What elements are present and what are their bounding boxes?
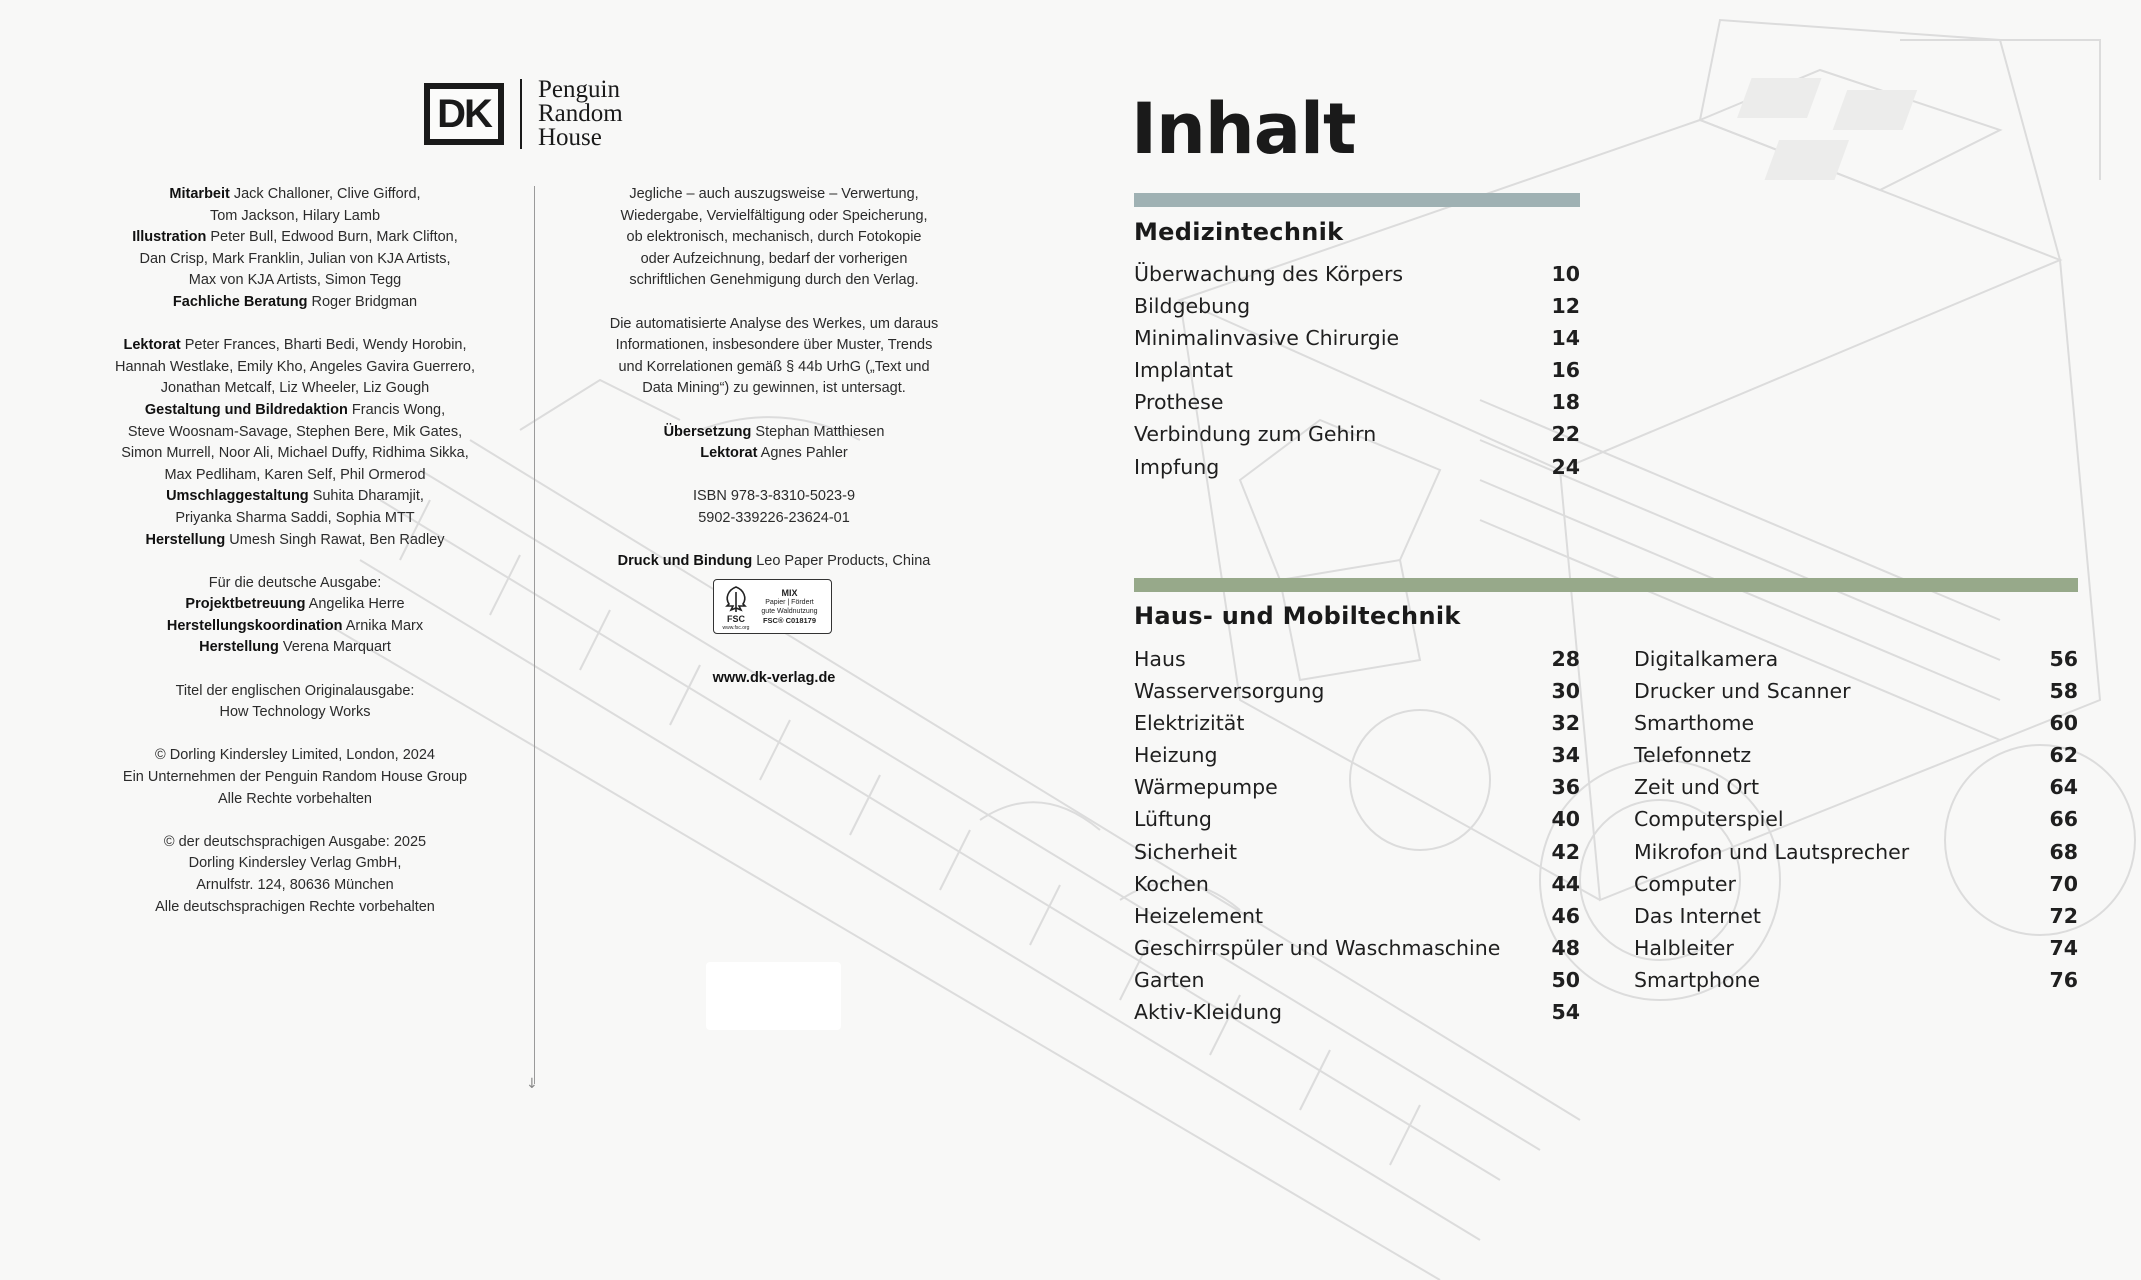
toc-entry-label: Lüftung (1134, 807, 1212, 832)
imprint-line (580, 314, 968, 336)
imprint-text: Für die deutsche Ausgabe: (208, 574, 382, 591)
dk-penguin-logo (424, 78, 623, 150)
toc-entry[interactable] (1634, 679, 2078, 711)
toc-entry-label: Computerspiel (1634, 807, 1784, 832)
imprint-line (100, 789, 490, 811)
toc-entry-label: Haus (1134, 647, 1186, 671)
imprint-text: schriftlichen Genehmigung durch den Verlag. (629, 272, 919, 289)
section-title-medizintechnik: Medizintechnik (1134, 218, 1344, 246)
imprint-role-label: Gestaltung und Bildredaktion (144, 401, 348, 418)
imprint-line (100, 508, 490, 530)
imprint-role-label: Herstellung (199, 639, 279, 656)
toc-entry-label: Implantat (1134, 358, 1233, 383)
toc-page-number: 18 (1551, 390, 1580, 415)
toc-entry[interactable] (1634, 872, 2078, 904)
spacer (580, 292, 968, 314)
toc-entry[interactable] (1634, 840, 2078, 872)
imprint-line (580, 270, 968, 292)
imprint-text: Jack Challoner, Clive Gifford, (229, 186, 421, 202)
toc-entry-label: Elektrizität (1134, 711, 1245, 736)
blank-label-area (706, 962, 841, 1030)
imprint-line (100, 530, 490, 552)
toc-page-number: 12 (1551, 294, 1580, 319)
toc-entry[interactable] (1134, 647, 1580, 679)
toc-page-number: 48 (1551, 935, 1580, 960)
imprint-line (580, 551, 968, 573)
spacer (580, 465, 968, 487)
toc-entry[interactable] (1134, 904, 1580, 936)
imprint-line (100, 357, 490, 379)
imprint-text: Hannah Westlake, Emily Kho, Angeles Gavira Guerrero, (115, 358, 475, 375)
website-text (580, 668, 968, 690)
toc-entry[interactable] (1134, 872, 1580, 904)
spacer (100, 810, 490, 832)
imprint-text: Peter Frances, Bharti Bedi, Wendy Horobin, (180, 337, 467, 354)
imprint-role-label: Lektorat (700, 445, 758, 462)
imprint-line (580, 357, 968, 379)
imprint-line (100, 270, 490, 292)
toc-page-number: 44 (1551, 871, 1580, 896)
imprint-text: Dan Crisp, Mark Franklin, Julian von KJA Artists, (139, 250, 451, 267)
spacer (100, 659, 490, 681)
toc-entry[interactable] (1634, 775, 2078, 807)
imprint-line (100, 702, 490, 724)
imprint-line (100, 422, 490, 444)
imprint-text: Ein Unternehmen der Penguin Random House Group (122, 769, 468, 786)
toc-entry[interactable] (1134, 1000, 1580, 1032)
toc-page-number: 64 (2049, 775, 2078, 800)
toc-list-haus-col2 (1634, 647, 2078, 1000)
imprint-text: Max Pedliham, Karen Self, Phil Ormerod (164, 466, 426, 483)
imprint-line (100, 616, 490, 638)
spacer (100, 314, 490, 336)
imprint-line (100, 853, 490, 875)
toc-entry[interactable] (1134, 775, 1580, 807)
fsc-line1: Papier | Fördert (765, 598, 814, 606)
toc-entry[interactable] (1634, 743, 2078, 775)
divider-arrow-icon: ↓ (526, 1076, 538, 1092)
toc-page-number: 74 (2049, 935, 2078, 960)
imprint-role-label: Herstellungskoordination (166, 617, 343, 634)
toc-entry[interactable] (1134, 455, 1580, 487)
imprint-text: Alle Rechte vorbehalten (218, 790, 372, 807)
imprint-role-label: Projektbetreuung (185, 596, 306, 613)
imprint-line (100, 400, 490, 422)
imprint-text: ISBN 978-3-8310-5023-9 (692, 488, 856, 505)
column-divider-line (534, 186, 535, 1084)
toc-entry-label: Mikrofon und Lautsprecher (1634, 839, 1910, 864)
imprint-text: Tom Jackson, Hilary Lamb (209, 207, 381, 224)
toc-entry[interactable] (1634, 807, 2078, 839)
toc-entry-label: Prothese (1134, 390, 1224, 415)
toc-entry[interactable] (1134, 262, 1580, 294)
toc-entry[interactable] (1134, 679, 1580, 711)
imprint-line (580, 378, 968, 400)
fsc-label (753, 589, 826, 625)
toc-entry-label: Sicherheit (1134, 839, 1237, 864)
toc-entry[interactable] (1634, 647, 2078, 679)
imprint-text: ob elektronisch, mechanisch, durch Fotokopie (626, 229, 922, 246)
toc-list-haus-col1 (1134, 647, 1580, 1032)
imprint-line (580, 422, 968, 444)
imprint-role-label: Mitarbeit (169, 186, 230, 202)
imprint-line (100, 681, 490, 703)
imprint-text: Roger Bridgman (307, 293, 418, 310)
imprint-line (100, 897, 490, 919)
toc-entry[interactable] (1634, 936, 2078, 968)
imprint-line (580, 249, 968, 271)
toc-entry[interactable] (1634, 711, 2078, 743)
imprint-text: Priyanka Sharma Saddi, Sophia MTT (175, 509, 415, 526)
toc-entry-label: Halbleiter (1634, 935, 1734, 960)
spacer (580, 400, 968, 422)
toc-entry[interactable] (1134, 358, 1580, 390)
imprint-credits-column (100, 184, 490, 918)
toc-entry-label: Heizelement (1134, 903, 1264, 928)
toc-entry-label: Verbindung zum Gehirn (1134, 422, 1377, 447)
toc-page-number: 62 (2049, 743, 2078, 768)
toc-entry-label: Garten (1134, 967, 1205, 992)
toc-entry-label: Bildgebung (1134, 294, 1251, 319)
toc-entry-label: Computer (1634, 871, 1736, 896)
toc-entry[interactable] (1134, 936, 1580, 968)
toc-entry-label: Smarthome (1634, 711, 1755, 736)
fsc-web-text: www.fsc.org (722, 624, 750, 630)
imprint-text: Dorling Kindersley Verlag GmbH, (188, 855, 402, 872)
imprint-text: Titel der englischen Originalausgabe: (175, 682, 415, 699)
imprint-text: Jegliche – auch auszugsweise – Verwertung, (629, 186, 919, 202)
imprint-text: oder Aufzeichnung, bedarf der vorherigen (640, 250, 908, 267)
toc-entry-label: Zeit und Ort (1634, 775, 1760, 800)
imprint-role-label: Herstellung (145, 531, 226, 548)
toc-page-number: 14 (1551, 326, 1580, 351)
imprint-line (100, 637, 490, 659)
imprint-text: und Korrelationen gemäß § 44b UrhG („Text und (618, 358, 930, 375)
fsc-tree-icon (719, 584, 753, 630)
toc-page-number: 56 (2049, 647, 2078, 671)
imprint-text: Die automatisierte Analyse des Werkes, um daraus (609, 315, 939, 332)
imprint-line (100, 227, 490, 249)
imprint-text: Agnes Pahler (757, 445, 848, 462)
toc-entry[interactable] (1134, 968, 1580, 1000)
imprint-text: © der deutschsprachigen Ausgabe: 2025 (163, 833, 427, 850)
toc-page-number: 32 (1551, 711, 1580, 736)
imprint-line (100, 184, 490, 206)
imprint-line (100, 443, 490, 465)
imprint-text: Steve Woosnam-Savage, Stephen Bere, Mik Gates, (127, 423, 463, 440)
toc-page-number: 28 (1551, 647, 1580, 671)
imprint-line (100, 745, 490, 767)
imprint-line (100, 335, 490, 357)
imprint-line (580, 443, 968, 465)
imprint-line (100, 875, 490, 897)
imprint-line (100, 292, 490, 314)
toc-page-number: 50 (1551, 967, 1580, 992)
imprint-line (580, 335, 968, 357)
imprint-text: Arnika Marx (342, 617, 424, 634)
imprint-text: Umesh Singh Rawat, Ben Radley (225, 531, 445, 548)
imprint-text: Alle deutschsprachigen Rechte vorbehalten (155, 898, 435, 915)
imprint-role-label: Lektorat (123, 337, 181, 354)
dk-logo-mark: DK (424, 83, 504, 145)
toc-page-number: 36 (1551, 775, 1580, 800)
toc-entry-label: Wärmepumpe (1134, 775, 1278, 800)
imprint-line (100, 249, 490, 271)
toc-page-number: 34 (1551, 743, 1580, 768)
toc-entry[interactable] (1634, 904, 2078, 936)
toc-entry[interactable] (1134, 743, 1580, 775)
toc-title: Inhalt (1131, 88, 1356, 170)
toc-entry-label: Minimalinvasive Chirurgie (1134, 326, 1400, 351)
imprint-line (580, 227, 968, 249)
imprint-line (100, 206, 490, 228)
toc-entry-label: Heizung (1134, 743, 1218, 768)
imprint-text: 5902-339226-23624-01 (698, 509, 850, 526)
imprint-text: Arnulfstr. 124, 80636 München (196, 877, 394, 893)
toc-page-number: 58 (2049, 679, 2078, 704)
toc-entry[interactable] (1134, 807, 1580, 839)
toc-page-number: 16 (1551, 358, 1580, 383)
toc-page-number: 68 (2049, 839, 2078, 864)
imprint-text: Suhita Dharamjit, (308, 488, 424, 505)
imprint-text: Verena Marquart (278, 639, 391, 656)
imprint-text: Simon Murrell, Noor Ali, Michael Duffy, Ridhima Sikka, (121, 445, 469, 462)
imprint-line (100, 767, 490, 789)
imprint-text: Francis Wong, (347, 401, 446, 418)
publisher-line: Penguin (538, 76, 620, 103)
toc-page-number: 54 (1551, 1000, 1580, 1025)
imprint-line (580, 184, 968, 206)
imprint-role-label: Fachliche Beratung (172, 293, 308, 310)
toc-entry-label: Das Internet (1634, 903, 1761, 928)
toc-page-number: 76 (2049, 967, 2078, 992)
imprint-text: Max von KJA Artists, Simon Tegg (188, 272, 402, 289)
imprint-text: Stephan Matthiesen (751, 423, 885, 440)
imprint-line (100, 465, 490, 487)
toc-entry-label: Kochen (1134, 871, 1209, 896)
toc-entry[interactable] (1134, 390, 1580, 422)
imprint-line (100, 486, 490, 508)
toc-page-number: 30 (1551, 679, 1580, 704)
imprint-line (100, 573, 490, 595)
imprint-role-label: Übersetzung (663, 423, 752, 440)
toc-entry-label: Aktiv-Kleidung (1134, 1000, 1283, 1025)
toc-entry-label: Telefonnetz (1634, 743, 1752, 768)
spacer (100, 724, 490, 746)
toc-entry-label: Geschirrspüler und Waschmaschine (1134, 935, 1501, 960)
spacer (580, 530, 968, 552)
toc-entry[interactable] (1634, 968, 2078, 1000)
toc-entry-label: Drucker und Scanner (1634, 679, 1851, 704)
fsc-line2: gute Waldnutzung (761, 607, 818, 615)
imprint-text: Leo Paper Products, China (752, 553, 931, 570)
imprint-text: © Dorling Kindersley Limited, London, 2024 (155, 747, 435, 764)
toc-page-number: 70 (2049, 871, 2078, 896)
imprint-line (580, 206, 968, 228)
toc-list-medizintechnik (1134, 262, 1580, 487)
imprint-line (100, 378, 490, 400)
publisher-line: House (538, 124, 602, 151)
section-bar-medizintechnik (1134, 193, 1580, 207)
toc-page-number: 42 (1551, 839, 1580, 864)
website-link[interactable]: www.dk-verlag.de (712, 670, 836, 686)
toc-page-number: 40 (1551, 807, 1580, 832)
spacer (100, 551, 490, 573)
toc-entry[interactable] (1134, 422, 1580, 454)
imprint-rights-column (580, 184, 968, 573)
toc-entry-label: Impfung (1134, 454, 1220, 479)
toc-entry[interactable] (1134, 840, 1580, 872)
toc-page-number: 60 (2049, 711, 2078, 736)
fsc-code: FSC® C018179 (762, 615, 817, 625)
toc-page-number: 10 (1551, 262, 1580, 286)
toc-entry[interactable] (1134, 326, 1580, 358)
imprint-role-label: Illustration (132, 229, 207, 246)
imprint-line (100, 832, 490, 854)
fsc-certification-badge (713, 579, 832, 634)
imprint-text: How Technology Works (219, 704, 371, 721)
imprint-line (100, 594, 490, 616)
imprint-line (580, 508, 968, 530)
imprint-text: Data Mining“) zu gewinnen, ist untersagt. (642, 380, 906, 397)
imprint-text: Wiedergabe, Vervielfältigung oder Speicherung, (620, 207, 928, 224)
section-title-haus-mobiltechnik: Haus- und Mobiltechnik (1134, 602, 1461, 630)
toc-page-number: 46 (1551, 903, 1580, 928)
publisher-line: Random (538, 100, 623, 127)
toc-entry[interactable] (1134, 711, 1580, 743)
imprint-text: Angelika Herre (305, 596, 405, 613)
toc-entry-label: Smartphone (1634, 967, 1761, 992)
section-bar-haus-mobiltechnik (1134, 578, 2078, 592)
fsc-mix: MIX (781, 587, 798, 598)
toc-entry-label: Überwachung des Körpers (1134, 262, 1404, 286)
toc-page-number: 22 (1551, 422, 1580, 447)
publisher-name (538, 78, 623, 150)
imprint-role-label: Druck und Bindung (617, 553, 753, 570)
toc-entry-label: Digitalkamera (1634, 647, 1779, 671)
imprint-line (580, 486, 968, 508)
toc-page-number: 72 (2049, 903, 2078, 928)
toc-entry-label: Wasserversorgung (1134, 679, 1325, 704)
imprint-role-label: Umschlaggestaltung (166, 488, 309, 505)
toc-page-number: 24 (1551, 454, 1580, 479)
toc-entry[interactable] (1134, 294, 1580, 326)
imprint-text: Jonathan Metcalf, Liz Wheeler, Liz Gough (160, 380, 430, 397)
logo-divider (520, 79, 522, 149)
toc-page-number: 66 (2049, 807, 2078, 832)
imprint-text: Informationen, insbesondere über Muster, Trends (615, 337, 933, 354)
imprint-text: Peter Bull, Edwood Burn, Mark Clifton, (206, 229, 458, 246)
fsc-logo-text: FSC (727, 613, 745, 624)
